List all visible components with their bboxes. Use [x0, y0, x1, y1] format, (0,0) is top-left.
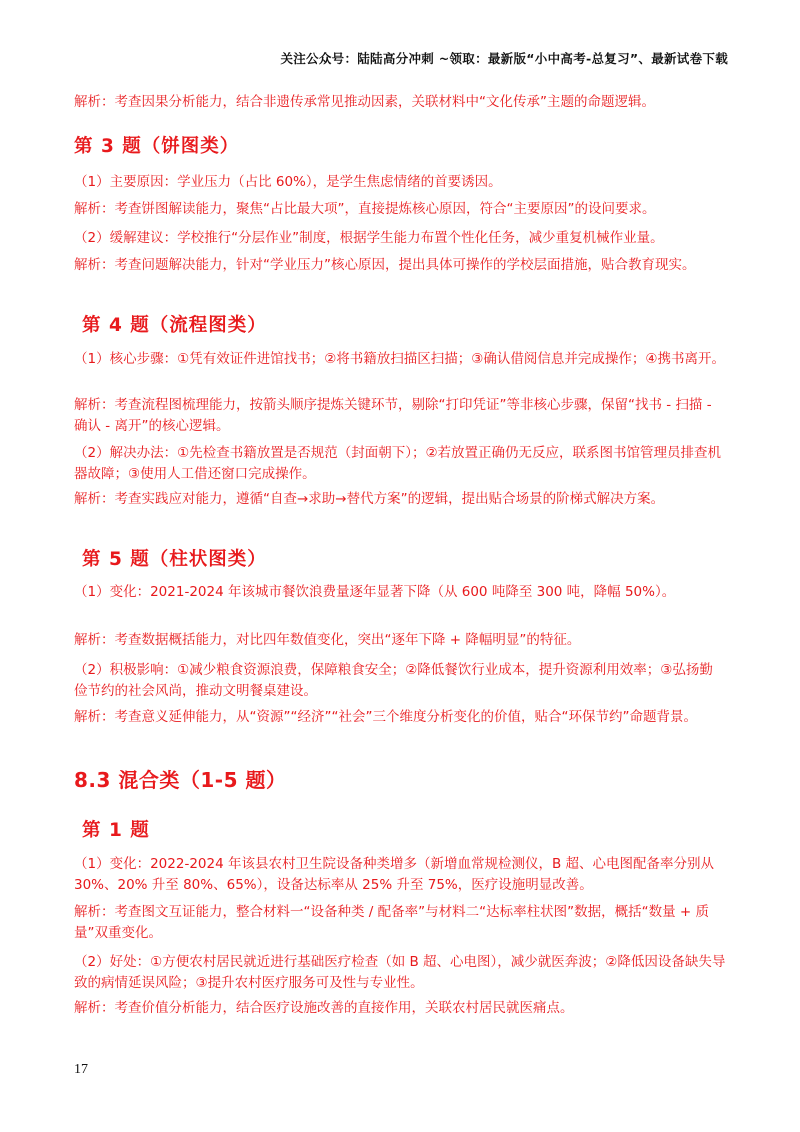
q5-answer-2: （2）积极影响：①减少粮食资源浪费，保障粮食安全；②降低餐饮行业成本，提升资源利用效率；③弘扬勤俭节约的社会风尚，推动文明餐桌建设。 — [74, 662, 713, 699]
q5-answer-1: （1）变化：2021-2024 年该城市餐饮浪费量逐年显著下降（从 600 吨降至 300 吨，降幅 50%）。 — [74, 584, 676, 600]
section-title: 8.3 混合类（1-5 题） — [74, 768, 287, 792]
page-number: 17 — [74, 1062, 88, 1077]
m1-title: 第 1 题 — [82, 820, 150, 841]
q4-analysis-2: 解析：考查实践应对能力，遵循“自查→求助→替代方案”的逻辑，提出贴合场景的阶梯式解决方案。 — [74, 491, 665, 507]
m1-answer-2: （2）好处：①方便农村居民就近进行基础医疗检查（如 B 超、心电图），减少就医奔波；②降低因设备缺失导致的病情延误风险；③提升农村医疗服务可及性与专业性。 — [74, 954, 726, 991]
q3-answer-1: （1）主要原因：学业压力（占比 60%），是学生焦虑情绪的首要诱因。 — [74, 174, 502, 190]
m1-analysis-2: 解析：考查价值分析能力，结合医疗设施改善的直接作用，关联农村居民就医痛点。 — [74, 1000, 574, 1016]
page-header: 关注公众号：陆陆高分冲刺 ~领取：最新版“小中高考-总复习”、最新试卷下载 — [280, 51, 728, 66]
q4-title: 第 4 题（流程图类） — [82, 315, 267, 336]
q5-analysis-1: 解析：考查数据概括能力，对比四年数值变化，突出“逐年下降 + 降幅明显”的特征。 — [74, 632, 581, 648]
q4-analysis-1: 解析：考查流程图梳理能力，按箭头顺序提炼关键环节，剔除“打印凭证”等非核心步骤，保留“找书 - 扫描 - 确认 - 离开”的核心逻辑。 — [74, 397, 712, 434]
q5-title: 第 5 题（柱状图类） — [82, 549, 267, 570]
intro-analysis: 解析：考查因果分析能力，结合非遗传承常见推动因素，关联材料中“文化传承”主题的命题逻辑。 — [74, 94, 655, 110]
q4-answer-1: （1）核心步骤：①凭有效证件进馆找书；②将书籍放扫描区扫描；③确认借阅信息并完成操作；④携书离开。 — [74, 351, 725, 367]
m1-analysis-1: 解析：考查图文互证能力，整合材料一“设备种类 / 配备率”与材料二“达标率柱状图”数据，概括“数量 + 质量”双重变化。 — [74, 904, 709, 941]
q3-analysis-2: 解析：考查问题解决能力，针对“学业压力”核心原因，提出具体可操作的学校层面措施，贴合教育现实。 — [74, 257, 696, 273]
q4-answer-2: （2）解决办法：①先检查书籍放置是否规范（封面朝下）；②若放置正确仍无反应，联系图书馆管理员排查机器故障；③使用人工借还窗口完成操作。 — [74, 445, 722, 482]
q3-title: 第 3 题（饼图类） — [74, 136, 240, 157]
q3-answer-2: （2）缓解建议：学校推行“分层作业”制度，根据学生能力布置个性化任务，减少重复机械作业量。 — [74, 230, 664, 246]
q5-analysis-2: 解析：考查意义延伸能力，从“资源”“经济”“社会”三个维度分析变化的价值，贴合“环保节约”命题背景。 — [74, 709, 697, 725]
q3-analysis-1: 解析：考查饼图解读能力，聚焦“占比最大项”，直接提炼核心原因，符合“主要原因”的设问要求。 — [74, 201, 656, 217]
m1-answer-1: （1）变化：2022-2024 年该县农村卫生院设备种类增多（新增血常规检测仪，B 超、心电图配备率分别从 30%、20% 升至 80%、65%），设备达标率从 25% 升至 75%，医疗设施明显改善。 — [74, 856, 715, 893]
